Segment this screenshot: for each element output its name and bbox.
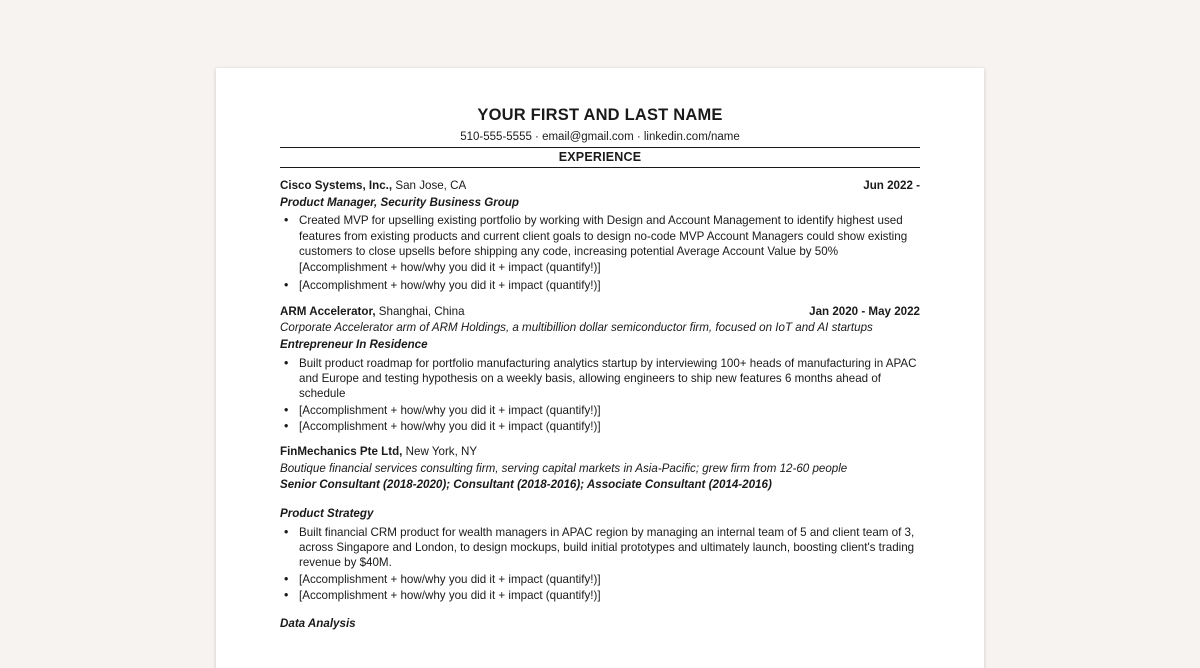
contact-line: 510-555-5555 · email@gmail.com · linkedin.com/name (460, 131, 740, 143)
list-item: • Built product roadmap for portfolio manufacturing analytics startup by interviewing 100+ heads of manufacturing in APAC and Europe and testing hypothesis on a weekly basis, allowing engineers to ship new features 6 months ahead of schedule (280, 356, 920, 402)
subsection-heading: Data Analysis (280, 617, 356, 631)
accomplishment-list (280, 356, 920, 434)
employment-dates: Jun 2022 - (863, 179, 920, 192)
page-title: YOUR FIRST AND LAST NAME (477, 106, 723, 124)
company-location: Shanghai, China (375, 304, 465, 318)
experience-entry (280, 444, 920, 632)
list-item: • [Accomplishment + how/why you did it + impact (quantify!)] (280, 278, 920, 293)
accomplishment-list (280, 213, 920, 259)
experience-company-line (280, 304, 465, 320)
resume-content (216, 68, 984, 632)
company-name: FinMechanics Pte Ltd, (280, 445, 403, 459)
accomplishment-list (280, 525, 920, 603)
experience-company-line (280, 444, 477, 460)
accomplishment-list-secondary (280, 278, 920, 293)
experience-entry (280, 304, 920, 434)
divider-bottom (280, 167, 920, 168)
job-title: Senior Consultant (2018-2020); Consultant (2018-2016); Associate Consultant (2014-2016) (280, 478, 772, 492)
subsection-heading: Product Strategy (280, 507, 374, 521)
list-item: • [Accomplishment + how/why you did it + impact (quantify!)] (280, 572, 920, 587)
resume-document-page (216, 68, 984, 668)
employment-dates: Jan 2020 - May 2022 (809, 304, 920, 318)
company-location: San Jose, CA (392, 179, 467, 192)
experience-header (280, 444, 920, 460)
divider-top (280, 147, 920, 148)
job-title: Entrepreneur In Residence (280, 338, 428, 352)
experience-header (280, 304, 920, 320)
company-location: New York, NY (402, 445, 478, 459)
company-description: Corporate Accelerator arm of ARM Holdings, a multibillion dollar semiconductor firm, focused on IoT and AI startups (280, 321, 873, 335)
accomplishment-subline: [Accomplishment + how/why you did it + impact (quantify!)] (299, 261, 601, 275)
experience-header (280, 178, 920, 194)
list-item: • [Accomplishment + how/why you did it + impact (quantify!)] (280, 588, 920, 603)
company-name: Cisco Systems, Inc., (280, 179, 393, 192)
list-item: • [Accomplishment + how/why you did it + impact (quantify!)] (280, 419, 920, 434)
list-item: • [Accomplishment + how/why you did it + impact (quantify!)] (280, 403, 920, 418)
list-item: • Built financial CRM product for wealth managers in APAC region by managing an internal team of 5 and client team of 3, across Singapore and London, to design mockups, build initial prototypes and ultimately launch, boosting client's trading revenue by $40M. (280, 525, 920, 571)
job-title: Product Manager, Security Business Group (280, 195, 520, 209)
list-item: • Created MVP for upselling existing portfolio by working with Design and Account Management to identify highest used features from existing products and current client goals to design no-code MVP Account Managers could show existing customers to close upsells before shipping any code, increasing potential Average Account Value by 50% (280, 213, 920, 259)
section-heading-experience: EXPERIENCE (558, 150, 642, 164)
experience-entry (280, 178, 920, 294)
company-description: Boutique financial services consulting firm, serving capital markets in Asia-Pacific; grew firm from 12-60 people (280, 461, 848, 475)
experience-company-line (280, 178, 466, 194)
company-name: ARM Accelerator, (280, 304, 376, 318)
